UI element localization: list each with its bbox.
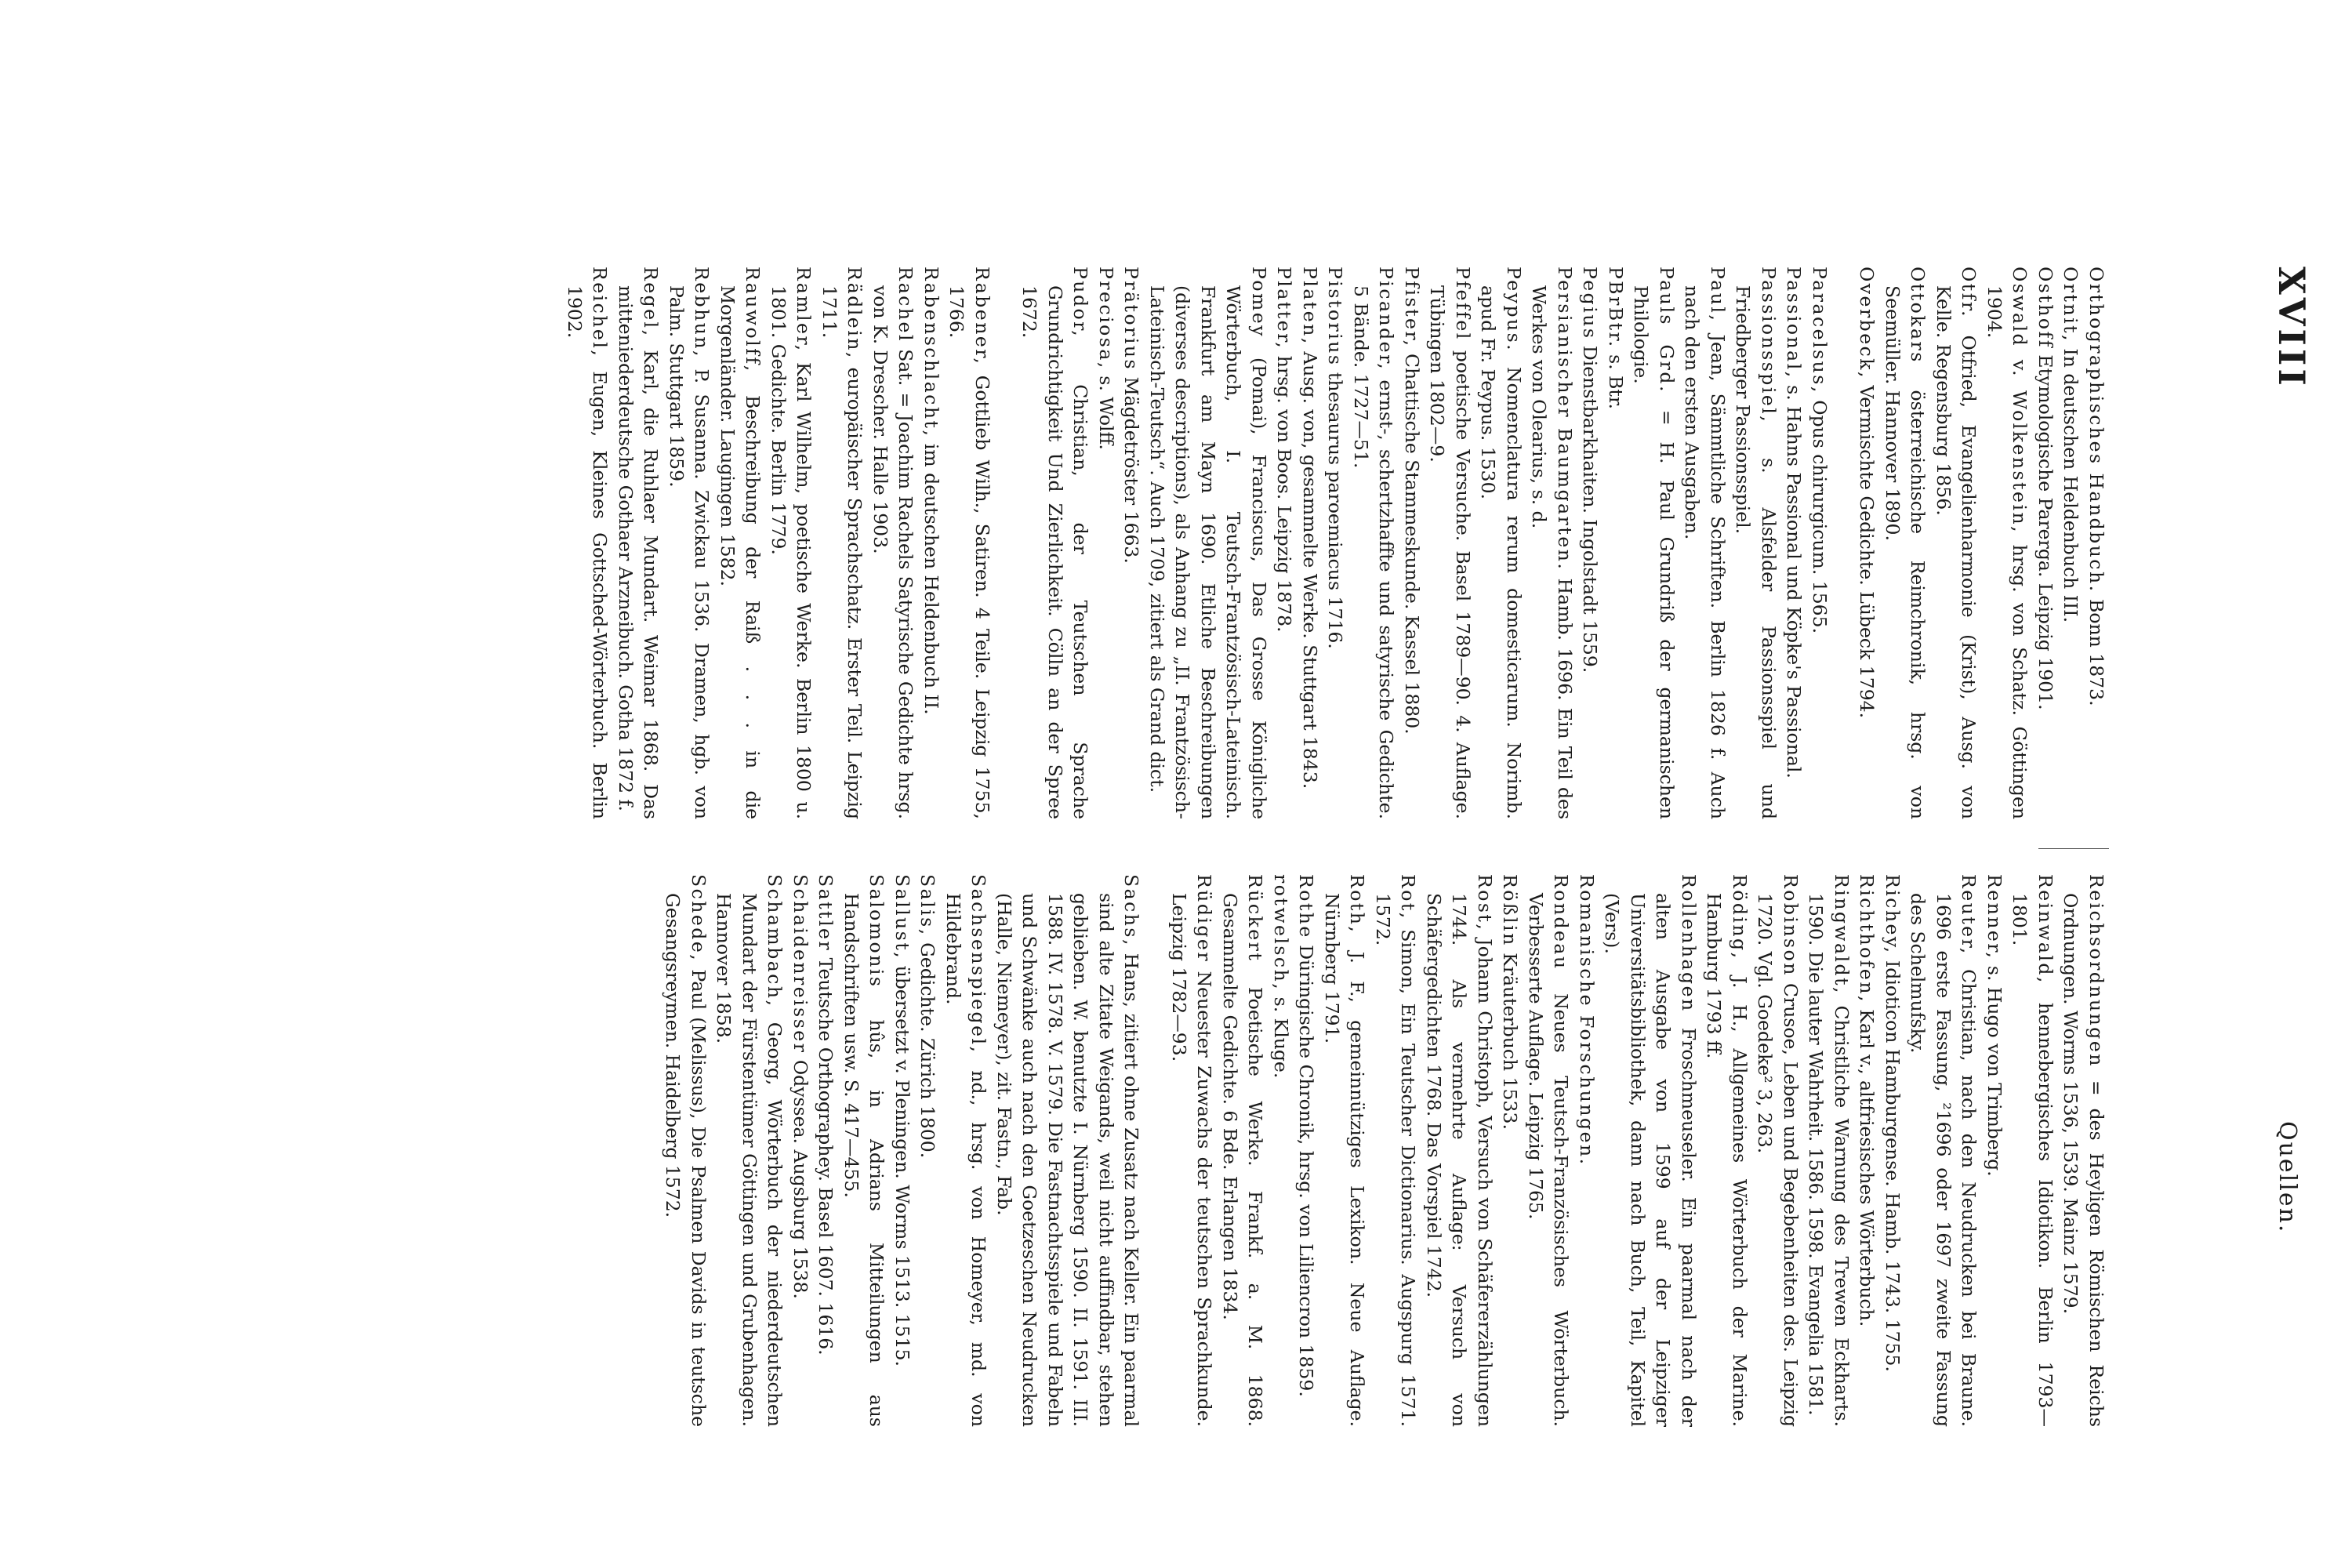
entry-text: s. Hahns Passional und Köpke's Passional. (1783, 379, 1806, 779)
entry-headword: Passional, (1783, 267, 1806, 379)
entry-text: (Pomai), Franciscus, Das Grosse Königliche Wörterbuch, I. Teutsch-Frantzösisch-Lateinisch. Frankfurt am Mayn 1690. Etliche Beschreibungen (diverses descriptions), als Anhang zu „II. Frantzösisch-Lateinisch-Teutsch“. Auch 1709, zitiert als Grand dict. (1146, 285, 1270, 819)
bibliography-entry (1628, 267, 1679, 819)
bibliography-entry (788, 874, 814, 1427)
entry-text: hrsg. von Schatz. Göttingen 1904. (1984, 285, 2031, 819)
bibliography-entry (1854, 874, 1880, 1427)
entry-headword: Ottokars (1907, 267, 1929, 364)
bibliography-entry (1425, 267, 1475, 819)
entry-text: Hamb. 1696. Ein Teil des Werkes von Olearius, s. d. (1528, 285, 1576, 820)
entry-text: In deutschen Heldenbuch III. (2060, 343, 2082, 623)
entry-text: Düringische Chronik, hrsg. von Liliencron 1859. (1295, 938, 1318, 1397)
bibliography-entry (1599, 874, 1701, 1427)
bibliography-entry (813, 874, 839, 1427)
entry-headword: Schambach, (764, 874, 786, 1008)
bibliography-entry (915, 874, 941, 1427)
page-number: XVIII (2270, 267, 2313, 389)
entry-text: hrsg. von Boos. Leipzig 1878. (1273, 350, 1296, 633)
bibliography-entry (1298, 267, 1323, 819)
bibliography-entry (1272, 267, 1298, 819)
entry-text: Ausg. von, gesammelte Werke. Stuttgart 1843. (1299, 345, 1321, 789)
entry-text: poetische Versuche. Basel 1789—90. 4. Auflage. Tübingen 1802—9. (1426, 285, 1474, 819)
bibliography-entry (664, 267, 715, 819)
entry-text: Christian, nach den Neudrucken bei Braune. 1696 erste Fassung, ²1696 oder 1697 zweite Fassung des Schelmufsky. (1907, 893, 1980, 1427)
bibliography-entry (1803, 874, 1854, 1427)
bibliography-entry (817, 267, 868, 819)
bibliography-entry (613, 267, 664, 819)
bibliography-entry (941, 874, 992, 1427)
entry-text: hûs, in Adrians Mitteilungen aus Handschriften usw. S. 417—455. (840, 893, 888, 1427)
bibliography-entry (1880, 267, 1931, 819)
running-head (2203, 8, 2344, 1560)
entry-headword: PBrBtr. (1605, 267, 1627, 349)
bibliography-entry (1807, 267, 1833, 819)
entry-headword: Salis, (916, 874, 939, 937)
entry-headword: Persianischer Baumgarten. (1554, 267, 1576, 572)
bibliography-entry (1218, 874, 1269, 1427)
entry-headword: Paracelsus, (1809, 267, 1831, 394)
entry-headword: Rößlin (1499, 874, 1522, 947)
left-column (149, 267, 2109, 819)
entry-headword: Reichsordnungen (2085, 874, 2107, 1068)
bibliography-entry (839, 874, 890, 1427)
bibliography-entry (1982, 874, 2008, 1427)
entry-text: = H. Paul Grundriß der germanischen Philologie. (1630, 285, 1678, 819)
bibliography-entry (715, 267, 766, 819)
bibliography-entry (1094, 267, 1120, 819)
entry-text: Neuester Zuwachs der teutschen Sprachkunde. Leipzig 1782—93. (1168, 893, 1216, 1427)
entry-text: Gottlieb Wilh., Satiren. 4 Teile. Leipzig 1755, 1766. (946, 285, 993, 819)
entry-text: Opus chirurgicum. 1565. (1809, 394, 1831, 634)
entry-headword: Ringwaldt, (1831, 874, 1853, 995)
entry-text: s. Kluge. (1270, 991, 1292, 1079)
entry-headword: Pfeffel (1452, 267, 1474, 341)
entry-headword: Robinson (1780, 874, 1802, 977)
entry-text: Poetische Werke. Frankf. a. M. 1868. Gesammelte Gedichte. 6 Bde. Erlangen 1834. (1219, 893, 1267, 1427)
entry-headword: Peypus. (1503, 267, 1525, 353)
entry-headword: Pfister, (1401, 267, 1423, 348)
bibliography-entry (992, 874, 1145, 1427)
entry-text: Simon, Ein Teutscher Dictionarius. Augspurg 1571. 1572. (1372, 893, 1420, 1427)
entry-headword: Pauls Grd. (1656, 267, 1678, 394)
bibliography-entry (1574, 874, 1600, 1427)
entry-text: Mägdetröster 1663. (1120, 371, 1143, 564)
entry-headword: Osthoff (2034, 267, 2056, 349)
bibliography-entry (890, 874, 916, 1427)
entry-headword: Rebhun, (691, 267, 713, 359)
entry-text: s. Btr. (1605, 348, 1627, 409)
entry-text: europäischer Sprachschatz. Erster Teil. Leipzig 1711. (818, 285, 866, 819)
entry-headword: Preciosa, (1095, 267, 1117, 370)
bibliography-entry (562, 267, 613, 819)
entry-text: Neues Teutsch-Französisches Wörterbuch. Verbesserte Auflage. Leipzig 1765. (1525, 893, 1573, 1427)
right-column (149, 874, 2109, 1427)
entry-headword: Rädlein, (844, 267, 866, 360)
bibliography-entry (2007, 874, 2058, 1427)
entry-headword: Paul, (1707, 267, 1729, 323)
bibliography-entry (1269, 874, 1294, 1427)
bibliography-entry (919, 267, 945, 819)
entry-text: Crusoe, Leben und Begebenheiten des. Leipzig 1720. Vgl. Goedeke² 3, 263. (1754, 893, 1802, 1427)
bibliography-entry (1931, 267, 1982, 819)
entry-text: Jean, Sämmtliche Schriften. Berlin 1826 f. Auch nach den ersten Ausgaben. (1681, 285, 1729, 819)
entry-text: nd., hrsg. von Homeyer, md. von Hildebrand. (942, 893, 990, 1427)
bibliography-entry (1348, 267, 1399, 819)
bibliography-entry (1982, 267, 2033, 819)
entry-headword: Platen, (1299, 267, 1321, 346)
entry-headword: Rollenhagen (1678, 874, 1700, 1013)
bibliography-entry (1370, 874, 1421, 1427)
entry-text: Idioticon Hamburgense. Hamb. 1743. 1755. (1882, 954, 1904, 1372)
bibliography-entry (2058, 874, 2109, 1427)
entry-text: Hans, zitiert ohne Zusatz nach Keller. Ein paarmal sind alte Zitate Weigands, weil nicht auffindbar, stehen geblieben. W. benutzte I. Nürnberg 1590. II. 1591. III. 1588. IV. 1578. V. 1579. Die Fastnachtsspiele und Fabeln und Schwänke auch nach den Goetzeschen Neudrucken (Halle, Niemeyer), zit. Fastn., Fab. (993, 893, 1143, 1427)
entry-headword: Schede, (688, 874, 710, 963)
entry-text: Otfried, Evangelienharmonie (Krist), Ausg. von Kelle. Regensburg 1856. (1933, 285, 1980, 819)
entry-headword: Rabenschlacht, (920, 267, 942, 438)
entry-text: Nomenclatura rerum domesticarum. Norimb. apud Fr. Peypus. 1530. (1477, 285, 1525, 819)
bibliography-entry (1880, 874, 1906, 1427)
entry-text: s. Alsfelder Passionsspiel und Friedberger Passionsspiel. (1732, 285, 1780, 819)
entry-headword: Romanische Forschungen. (1576, 874, 1598, 1167)
entry-text: im deutschen Heldenbuch II. (920, 437, 942, 715)
bibliography-entry (1854, 267, 1880, 819)
entry-text: Chattische Stammeskunde. Kassel 1880. (1401, 347, 1423, 735)
entry-text: Eugen, Kleines Gottsched-Wörterbuch. Berlin 1902. (564, 285, 612, 819)
bibliography-entry (2033, 267, 2059, 819)
entry-text: Teutsche Orthographey. Basel 1607. 1616. (815, 952, 837, 1356)
entry-text: Gedichte. Zürich 1800. (916, 936, 939, 1159)
bibliography-entry (944, 267, 995, 819)
entry-text: Kräuterbuch 1533. (1499, 946, 1522, 1130)
entry-headword: Regel, (640, 267, 662, 338)
entry-headword: Rachel (895, 267, 917, 343)
entry-text: Karl v., altfriesisches Wörterbuch. (1856, 1003, 1878, 1327)
bibliography-entry (1017, 267, 1094, 819)
entry-headword: Richthofen, (1856, 874, 1878, 1004)
bibliography-entry (1323, 267, 1348, 819)
entry-text: Karl, die Ruhlaer Mundart. Weimar 1868. Das mitteniederdeutsche Gothaer Arzneibuch. Gotha 1872 f. (615, 285, 662, 819)
entry-headword: Rost, (1474, 874, 1496, 932)
entry-headword: Overbeck, (1856, 267, 1878, 380)
entry-headword: Otfr. (1958, 267, 1980, 319)
entry-text: Bonn 1873. (2085, 593, 2107, 706)
bibliography-entry (1119, 267, 1145, 819)
bibliography-entry (1294, 874, 1319, 1427)
entry-text: Etymologische Parerga. Leipzig 1901. (2034, 348, 2056, 710)
entry-headword: Sachs, (1120, 874, 1143, 947)
bibliography-entry (1167, 874, 1218, 1427)
bibliography-entry (1679, 267, 1730, 819)
bibliography-entry (1752, 874, 1803, 1427)
entry-text: Christian, der Teutschen Sprache Grundrichtigkeit Und Zierlichkeit. Cölln an der Spree 1672. (1018, 285, 1092, 819)
bibliography-entry (1526, 267, 1577, 819)
entry-headword: Orthographisches Handbuch. (2085, 267, 2107, 593)
entry-text: Paul (Melissus), Die Psalmen Davids in teutsche Gesangsreymen. Haidelberg 1572. (662, 893, 710, 1427)
entry-headword: Picander, (1375, 267, 1398, 372)
bibliography-entry (766, 267, 817, 819)
entry-text: Froschmeuseler. Ein paarmal nach der alten Ausgabe von 1599 auf der Leipziger Universitätsbibliothek, dann nach Buch, Teil, Kapitel (Vers). (1601, 893, 1700, 1427)
entry-text: Beschreibung der Raiß . . . in die Morgenländer. Laugingen 1582. (717, 285, 764, 819)
bibliography-entry (1475, 267, 1526, 819)
entry-headword: Röding, (1729, 874, 1751, 960)
bibliography-entry (1399, 267, 1425, 819)
entry-headword: Renner, (1984, 874, 2005, 960)
bibliography-entry (660, 874, 711, 1427)
bibliography-entry (711, 874, 788, 1427)
entry-headword: Prätorius (1120, 267, 1143, 372)
entry-headword: Sallust, (891, 874, 913, 960)
entry-text: Vermischte Gedichte. Lübeck 1794. (1856, 379, 1878, 719)
bibliography-entry (1319, 874, 1370, 1427)
two-column-body (149, 267, 2109, 1427)
entry-headword: Platter, (1273, 267, 1296, 350)
entry-headword: Richey, (1882, 874, 1904, 955)
entry-headword: Rabener, (971, 267, 993, 366)
bibliography-entry (1145, 267, 1272, 819)
entry-headword: Pegius (1579, 267, 1602, 340)
entry-headword: Pomey (1248, 267, 1270, 338)
entry-text: P. Susanna. Zwickau 1536. Dramen, hgb. von Palm. Stuttgart 1859. (666, 285, 713, 819)
bibliography-entry (2084, 267, 2110, 819)
bibliography-entry (1603, 267, 1629, 819)
bibliography-entry (1421, 874, 1498, 1427)
entry-headword: Rauwolff, (742, 267, 764, 373)
entry-headword: Rüdiger (1193, 874, 1216, 964)
section-title: Quellen. (2274, 1121, 2301, 1234)
entry-text: Johann Christoph, Versuch von Schäfererzählungen 1744. Als vermehrte Auflage: Versuch von Schäfergedichten 1768. Das Vorspiel 1742. (1423, 893, 1496, 1427)
entry-text: J. H., Allgemeines Wörterbuch der Marine. Hamburg 1793 ff. (1703, 893, 1751, 1427)
entry-headword: Reinwald, (2034, 874, 2056, 985)
bibliography-entry (1905, 874, 1982, 1427)
bibliography-entry (868, 267, 919, 819)
entry-text: Christliche Warnung des Trewen Eckharts. 1590. Die lauter Wahrheit. 1586. 1598. Evangelia 1581. (1805, 893, 1853, 1427)
entry-headword: Oswald v. Wolkenstein, (2009, 267, 2031, 535)
bibliography-entry (1730, 267, 1781, 819)
entry-text: Georg, Wörterbuch der niederdeutschen Mundart der Fürstentümer Göttingen und Grubenhagen. Hannover 1858. (713, 893, 786, 1427)
entry-text: Dienstbarkhaiten. Ingolstadt 1559. (1579, 339, 1602, 673)
entry-headword: Rückert (1244, 874, 1267, 963)
entry-headword: Sachsenspiegel, (967, 874, 990, 1054)
bibliography-entry (2058, 267, 2084, 819)
entry-headword: Reuter, (1958, 874, 1980, 956)
entry-headword: Ramler, (793, 267, 815, 353)
entry-text: s. Wolff. (1095, 369, 1117, 450)
entry-headword: Rothe (1295, 874, 1318, 939)
entry-headword: Ortnit, (2060, 267, 2082, 343)
entry-text: s. Hugo von Trimberg. (1984, 960, 2005, 1177)
entry-text: = des Heyligen Römischen Reichs Ordnungen. Worms 1536, 1539. Mainz 1579. (2060, 893, 2107, 1427)
entry-text: Karl Wilhelm, poetische Werke. Berlin 1800 u. 1801. Gedichte. Berlin 1779. (768, 285, 815, 819)
entry-headword: rotwelsch, (1270, 874, 1292, 992)
entry-text: Odyssea. Augsburg 1538. (789, 1054, 811, 1299)
entry-text: österreichische Reimchronik, hrsg. von Seemüller. Hannover 1890. (1882, 285, 1929, 819)
entry-text: hennebergisches Idiotikon. Berlin 1793—1801. (2009, 893, 2056, 1427)
entry-text: übersetzt v. Pleningen. Worms 1513. 1515. (891, 960, 913, 1367)
entry-headword: Sattler (815, 874, 837, 953)
bibliography-entry (1523, 874, 1574, 1427)
entry-headword: Rondeau (1550, 874, 1573, 971)
entry-headword: Schaidenreisser (789, 874, 811, 1054)
entry-headword: Roth, (1346, 874, 1369, 935)
entry-text: thesaurus paroemiacus 1716. (1324, 366, 1347, 649)
bibliography-entry (1577, 267, 1603, 819)
entry-text: J. F., gemeinnütziges Lexikon. Neue Auflage. Nürnberg 1791. (1321, 893, 1369, 1427)
entry-headword: Salomonis (866, 874, 888, 989)
entry-headword: Pistorius (1324, 267, 1347, 367)
entry-text: ernst-, schertzhaffte und satyrische Gedichte. 5 Bände. 1727—51. (1350, 285, 1398, 819)
bibliography-entry (1781, 267, 1807, 819)
entry-headword: Passionsspiel, (1758, 267, 1780, 424)
entry-headword: Reichel, (589, 267, 612, 358)
entry-headword: Pudor, (1069, 267, 1092, 339)
entry-text: Sat. = Joachim Rachels Satyrische Gedichte hrsg. von K. Drescher. Halle 1903. (869, 285, 917, 819)
bibliography-entry (1497, 874, 1523, 1427)
entry-headword: Rot, (1397, 874, 1420, 920)
rotated-sheet (8, 8, 2344, 1560)
bibliography-entry (1701, 874, 1752, 1427)
